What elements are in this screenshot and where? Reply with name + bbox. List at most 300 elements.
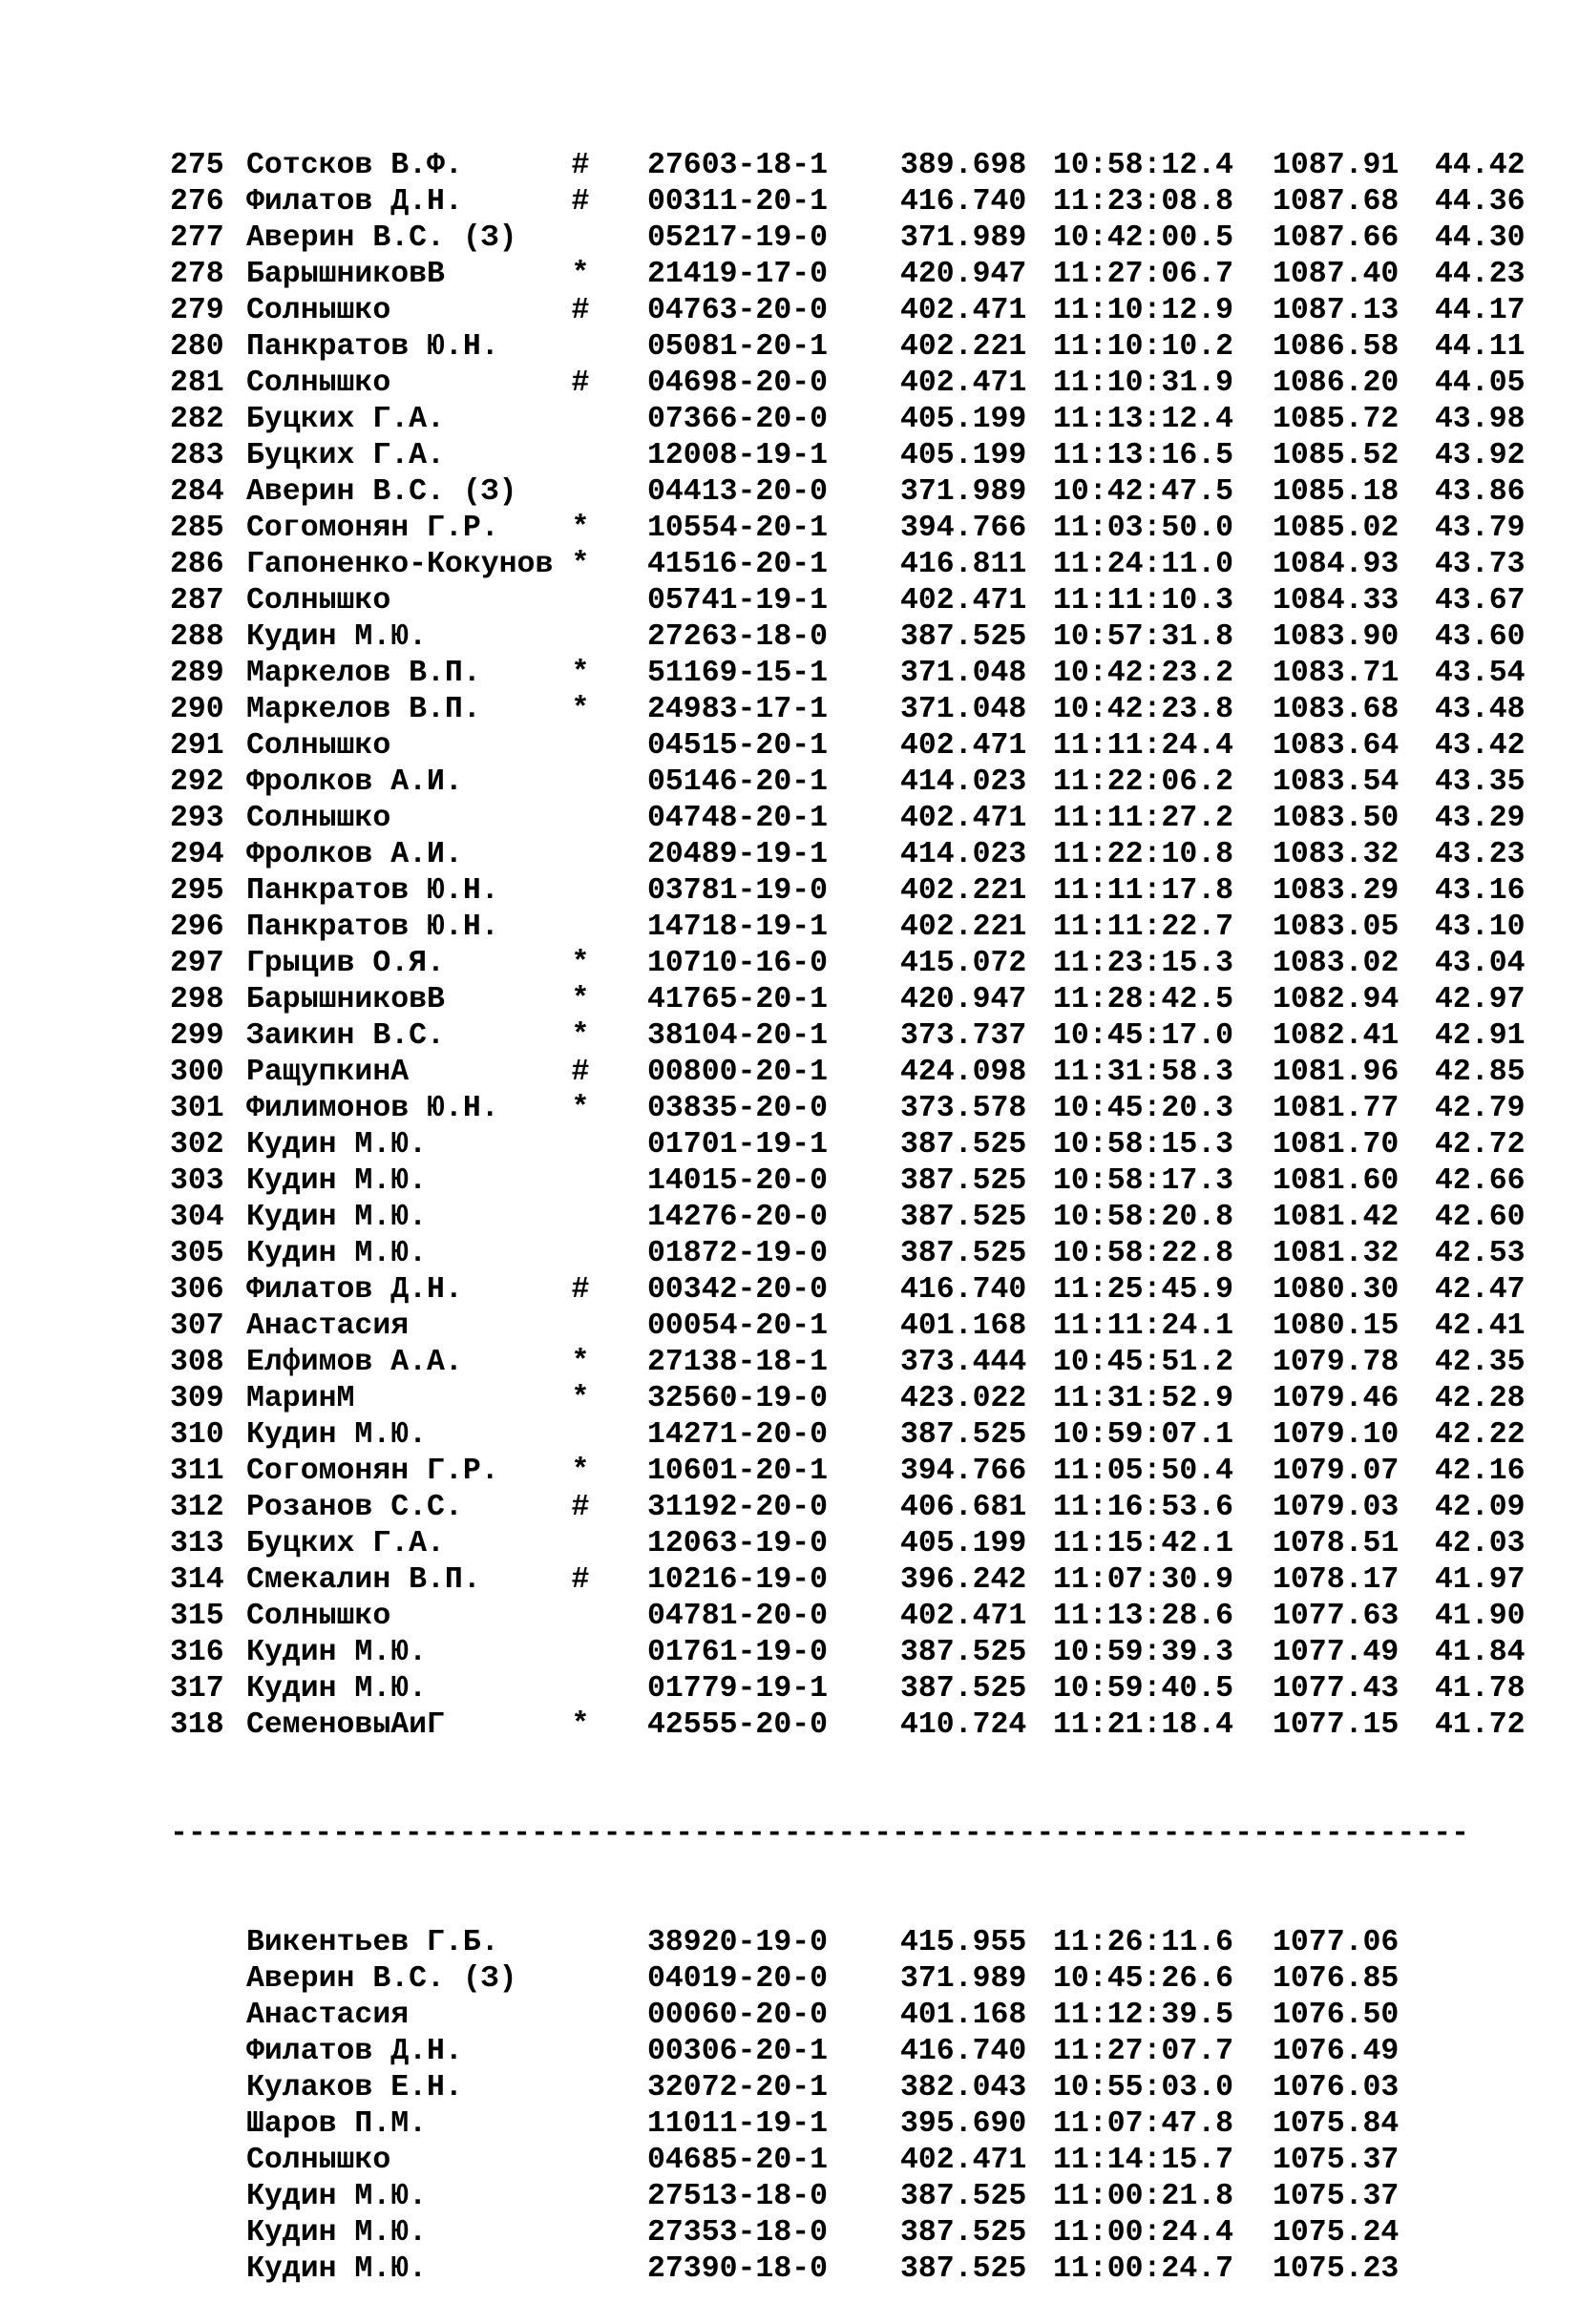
ring-cell: 04019-20-0 (647, 1962, 829, 1996)
time-cell: 10:45:20.3 (1053, 1092, 1234, 1125)
time-cell: 10:55:03.0 (1053, 2071, 1234, 2104)
place-cell: 298 (170, 983, 224, 1016)
ring-cell: 04685-20-1 (647, 2144, 829, 2177)
time-cell: 10:42:47.5 (1053, 475, 1234, 509)
speed-cell: 1083.32 (1273, 838, 1400, 871)
name-cell: Солнышко (246, 584, 391, 618)
speed-cell: 1079.10 (1273, 1418, 1400, 1452)
points-cell: 41.72 (1435, 1708, 1526, 1742)
table-row (170, 837, 1545, 873)
place-cell: 289 (170, 657, 224, 690)
name-cell: Солнышко (246, 294, 391, 327)
speed-cell: 1075.23 (1273, 2252, 1400, 2286)
table-row (170, 801, 1545, 837)
time-cell: 11:22:10.8 (1053, 838, 1234, 871)
place-cell: 282 (170, 403, 224, 436)
mark-cell: # (571, 1491, 590, 1524)
time-cell: 11:24:11.0 (1053, 548, 1234, 581)
points-cell: 44.30 (1435, 221, 1526, 255)
distance-cell: 423.022 (900, 1382, 1027, 1415)
distance-cell: 396.242 (900, 1563, 1027, 1597)
table-row (170, 1490, 1545, 1526)
distance-cell: 371.048 (900, 657, 1027, 690)
place-cell: 314 (170, 1563, 224, 1597)
ring-cell: 04698-20-0 (647, 366, 829, 400)
speed-cell: 1080.30 (1273, 1273, 1400, 1307)
table-row (170, 2251, 1545, 2288)
time-cell: 11:00:24.7 (1053, 2252, 1234, 2286)
points-cell: 42.79 (1435, 1092, 1526, 1125)
place-cell: 281 (170, 366, 224, 400)
time-cell: 11:12:39.5 (1053, 1999, 1234, 2032)
table-row (170, 220, 1545, 257)
speed-cell: 1085.18 (1273, 475, 1400, 509)
ring-cell: 31192-20-0 (647, 1491, 829, 1524)
speed-cell: 1081.42 (1273, 1201, 1400, 1234)
mark-cell: * (571, 1455, 590, 1488)
name-cell: Маркелов В.П. (246, 657, 481, 690)
points-cell: 43.67 (1435, 584, 1526, 618)
results-divider (170, 1816, 1545, 1853)
points-cell: 44.11 (1435, 330, 1526, 364)
speed-cell: 1076.49 (1273, 2035, 1400, 2068)
points-cell: 43.86 (1435, 475, 1526, 509)
name-cell: Кудин М.Ю. (246, 1237, 428, 1270)
speed-cell: 1085.02 (1273, 512, 1400, 545)
distance-cell: 414.023 (900, 765, 1027, 799)
points-cell: 42.85 (1435, 1056, 1526, 1089)
place-cell: 286 (170, 548, 224, 581)
speed-cell: 1087.13 (1273, 294, 1400, 327)
ring-cell: 42555-20-0 (647, 1708, 829, 1742)
points-cell: 44.36 (1435, 185, 1526, 219)
table-row (170, 1345, 1545, 1381)
ring-cell: 41765-20-1 (647, 983, 829, 1016)
mark-cell: * (571, 548, 590, 581)
points-cell: 42.47 (1435, 1273, 1526, 1307)
points-cell: 43.60 (1435, 620, 1526, 654)
place-cell: 312 (170, 1491, 224, 1524)
place-cell: 315 (170, 1600, 224, 1633)
speed-cell: 1078.51 (1273, 1527, 1400, 1560)
time-cell: 10:45:17.0 (1053, 1019, 1234, 1053)
table-row (170, 293, 1545, 329)
speed-cell: 1077.63 (1273, 1600, 1400, 1633)
points-cell: 43.35 (1435, 765, 1526, 799)
points-cell: 43.92 (1435, 439, 1526, 472)
name-cell: Анастасия (246, 1999, 410, 2032)
distance-cell: 402.471 (900, 584, 1027, 618)
speed-cell: 1085.72 (1273, 403, 1400, 436)
mark-cell: * (571, 1092, 590, 1125)
ring-cell: 04515-20-1 (647, 729, 829, 763)
distance-cell: 402.471 (900, 1600, 1027, 1633)
points-cell: 43.48 (1435, 693, 1526, 726)
ring-cell: 00342-20-0 (647, 1273, 829, 1307)
points-cell: 42.91 (1435, 1019, 1526, 1053)
points-cell: 42.09 (1435, 1491, 1526, 1524)
table-row (170, 1309, 1545, 1345)
name-cell: Гапоненко-Кокунов (246, 548, 554, 581)
points-cell: 43.98 (1435, 403, 1526, 436)
place-cell: 295 (170, 874, 224, 908)
place-cell: 305 (170, 1237, 224, 1270)
place-cell: 300 (170, 1056, 224, 1089)
table-row (170, 1236, 1545, 1272)
distance-cell: 387.525 (900, 1128, 1027, 1162)
table-row (170, 583, 1545, 619)
table-row (170, 873, 1545, 910)
table-row (170, 910, 1545, 946)
name-cell: Филатов Д.Н. (246, 185, 463, 219)
speed-cell: 1081.96 (1273, 1056, 1400, 1089)
table-row (170, 366, 1545, 402)
unranked-results-table (170, 1925, 1545, 2288)
distance-cell: 402.221 (900, 911, 1027, 944)
speed-cell: 1083.71 (1273, 657, 1400, 690)
table-row (170, 1707, 1545, 1744)
distance-cell: 387.525 (900, 1672, 1027, 1706)
speed-cell: 1082.94 (1273, 983, 1400, 1016)
ring-cell: 14015-20-0 (647, 1164, 829, 1198)
results-document (170, 75, 1545, 2324)
table-row (170, 184, 1545, 220)
name-cell: Кудин М.Ю. (246, 1201, 428, 1234)
time-cell: 10:58:17.3 (1053, 1164, 1234, 1198)
distance-cell: 373.578 (900, 1092, 1027, 1125)
ring-cell: 00311-20-1 (647, 185, 829, 219)
ring-cell: 10216-19-0 (647, 1563, 829, 1597)
speed-cell: 1084.93 (1273, 548, 1400, 581)
speed-cell: 1083.50 (1273, 802, 1400, 835)
name-cell: Солнышко (246, 2144, 391, 2177)
ring-cell: 04763-20-0 (647, 294, 829, 327)
distance-cell: 371.989 (900, 475, 1027, 509)
ring-cell: 32560-19-0 (647, 1382, 829, 1415)
time-cell: 10:45:26.6 (1053, 1962, 1234, 1996)
ring-cell: 14271-20-0 (647, 1418, 829, 1452)
ring-cell: 12063-19-0 (647, 1527, 829, 1560)
time-cell: 10:45:51.2 (1053, 1346, 1234, 1379)
ring-cell: 00054-20-1 (647, 1309, 829, 1343)
points-cell: 42.60 (1435, 1201, 1526, 1234)
name-cell: Кудин М.Ю. (246, 2180, 428, 2213)
speed-cell: 1075.24 (1273, 2216, 1400, 2250)
speed-cell: 1075.37 (1273, 2144, 1400, 2177)
time-cell: 11:16:53.6 (1053, 1491, 1234, 1524)
speed-cell: 1079.03 (1273, 1491, 1400, 1524)
points-cell: 42.22 (1435, 1418, 1526, 1452)
table-row (170, 656, 1545, 692)
table-row (170, 402, 1545, 438)
place-cell: 313 (170, 1527, 224, 1560)
ring-cell: 00800-20-1 (647, 1056, 829, 1089)
place-cell: 301 (170, 1092, 224, 1125)
name-cell: Кудин М.Ю. (246, 2252, 428, 2286)
time-cell: 11:25:45.9 (1053, 1273, 1234, 1307)
name-cell: Кудин М.Ю. (246, 1418, 428, 1452)
table-row (170, 1018, 1545, 1055)
time-cell: 11:13:16.5 (1053, 439, 1234, 472)
points-cell: 42.41 (1435, 1309, 1526, 1343)
name-cell: РащупкинА (246, 1056, 410, 1089)
name-cell: Солнышко (246, 802, 391, 835)
points-cell: 43.54 (1435, 657, 1526, 690)
name-cell: Сотсков В.Ф. (246, 149, 463, 182)
distance-cell: 415.072 (900, 947, 1027, 980)
place-cell: 288 (170, 620, 224, 654)
place-cell: 291 (170, 729, 224, 763)
points-cell: 42.66 (1435, 1164, 1526, 1198)
place-cell: 280 (170, 330, 224, 364)
table-row (170, 2179, 1545, 2215)
points-cell: 43.73 (1435, 548, 1526, 581)
points-cell: 41.84 (1435, 1636, 1526, 1669)
distance-cell: 382.043 (900, 2071, 1027, 2104)
ring-cell: 21419-17-0 (647, 258, 829, 291)
name-cell: Панкратов Ю.Н. (246, 911, 499, 944)
place-cell: 299 (170, 1019, 224, 1053)
time-cell: 11:21:18.4 (1053, 1708, 1234, 1742)
ring-cell: 01779-19-1 (647, 1672, 829, 1706)
mark-cell: # (571, 366, 590, 400)
table-row (170, 982, 1545, 1018)
speed-cell: 1076.85 (1273, 1962, 1400, 1996)
speed-cell: 1077.49 (1273, 1636, 1400, 1669)
table-row (170, 1454, 1545, 1490)
distance-cell: 387.525 (900, 1418, 1027, 1452)
place-cell: 316 (170, 1636, 224, 1669)
ring-cell: 41516-20-1 (647, 548, 829, 581)
table-row (170, 1562, 1545, 1599)
name-cell: МаринМ (246, 1382, 355, 1415)
points-cell: 42.16 (1435, 1455, 1526, 1488)
points-cell: 41.90 (1435, 1600, 1526, 1633)
time-cell: 11:26:11.6 (1053, 1926, 1234, 1959)
distance-cell: 416.811 (900, 548, 1027, 581)
place-cell: 296 (170, 911, 224, 944)
distance-cell: 373.444 (900, 1346, 1027, 1379)
name-cell: СеменовыАиГ (246, 1708, 445, 1742)
distance-cell: 389.698 (900, 149, 1027, 182)
time-cell: 10:42:23.8 (1053, 693, 1234, 726)
time-cell: 10:59:39.3 (1053, 1636, 1234, 1669)
distance-cell: 402.471 (900, 294, 1027, 327)
mark-cell: # (571, 294, 590, 327)
time-cell: 11:27:06.7 (1053, 258, 1234, 291)
place-cell: 302 (170, 1128, 224, 1162)
place-cell: 317 (170, 1672, 224, 1706)
points-cell: 43.16 (1435, 874, 1526, 908)
ring-cell: 14276-20-0 (647, 1201, 829, 1234)
time-cell: 11:10:10.2 (1053, 330, 1234, 364)
time-cell: 11:07:30.9 (1053, 1563, 1234, 1597)
distance-cell: 387.525 (900, 2216, 1027, 2250)
place-cell: 279 (170, 294, 224, 327)
speed-cell: 1087.66 (1273, 221, 1400, 255)
name-cell: Филатов Д.Н. (246, 2035, 463, 2068)
speed-cell: 1082.41 (1273, 1019, 1400, 1053)
time-cell: 11:07:47.8 (1053, 2107, 1234, 2141)
mark-cell: # (571, 185, 590, 219)
time-cell: 10:58:20.8 (1053, 1201, 1234, 1234)
table-row (170, 1635, 1545, 1671)
speed-cell: 1076.50 (1273, 1999, 1400, 2032)
ring-cell: 32072-20-1 (647, 2071, 829, 2104)
speed-cell: 1080.15 (1273, 1309, 1400, 1343)
distance-cell: 415.955 (900, 1926, 1027, 1959)
table-row (170, 1998, 1545, 2034)
place-cell: 275 (170, 149, 224, 182)
distance-cell: 405.199 (900, 1527, 1027, 1560)
mark-cell: * (571, 1346, 590, 1379)
speed-cell: 1085.52 (1273, 439, 1400, 472)
time-cell: 11:11:24.1 (1053, 1309, 1234, 1343)
table-row (170, 1925, 1545, 1961)
speed-cell: 1084.33 (1273, 584, 1400, 618)
name-cell: Заикин В.С. (246, 1019, 445, 1053)
name-cell: Маркелов В.П. (246, 693, 481, 726)
place-cell: 278 (170, 258, 224, 291)
name-cell: Буцких Г.А. (246, 1527, 445, 1560)
distance-cell: 405.199 (900, 403, 1027, 436)
ring-cell: 10710-16-0 (647, 947, 829, 980)
ring-cell: 00306-20-1 (647, 2035, 829, 2068)
place-cell: 292 (170, 765, 224, 799)
time-cell: 11:11:22.7 (1053, 911, 1234, 944)
ring-cell: 38920-19-0 (647, 1926, 829, 1959)
distance-cell: 416.740 (900, 2035, 1027, 2068)
speed-cell: 1083.54 (1273, 765, 1400, 799)
place-cell: 284 (170, 475, 224, 509)
speed-cell: 1077.15 (1273, 1708, 1400, 1742)
points-cell: 42.72 (1435, 1128, 1526, 1162)
speed-cell: 1087.40 (1273, 258, 1400, 291)
speed-cell: 1081.70 (1273, 1128, 1400, 1162)
ring-cell: 03835-20-0 (647, 1092, 829, 1125)
name-cell: Фролков А.И. (246, 765, 463, 799)
speed-cell: 1077.43 (1273, 1672, 1400, 1706)
points-cell: 44.23 (1435, 258, 1526, 291)
speed-cell: 1081.60 (1273, 1164, 1400, 1198)
points-cell: 44.05 (1435, 366, 1526, 400)
table-row (170, 1526, 1545, 1562)
divider-line: ------------------------------------------------------------------------ (170, 1817, 1470, 1851)
points-cell: 43.29 (1435, 802, 1526, 835)
speed-cell: 1076.03 (1273, 2071, 1400, 2104)
name-cell: Смекалин В.П. (246, 1563, 481, 1597)
ring-cell: 04748-20-1 (647, 802, 829, 835)
distance-cell: 406.681 (900, 1491, 1027, 1524)
speed-cell: 1079.07 (1273, 1455, 1400, 1488)
table-row (170, 2070, 1545, 2106)
distance-cell: 414.023 (900, 838, 1027, 871)
speed-cell: 1083.02 (1273, 947, 1400, 980)
name-cell: Буцких Г.А. (246, 403, 445, 436)
distance-cell: 402.221 (900, 874, 1027, 908)
name-cell: Панкратов Ю.Н. (246, 874, 499, 908)
distance-cell: 387.525 (900, 1201, 1027, 1234)
distance-cell: 416.740 (900, 185, 1027, 219)
place-cell: 310 (170, 1418, 224, 1452)
ring-cell: 10601-20-1 (647, 1455, 829, 1488)
name-cell: Согомонян Г.Р. (246, 1455, 499, 1488)
table-row (170, 946, 1545, 982)
ring-cell: 03781-19-0 (647, 874, 829, 908)
time-cell: 11:23:08.8 (1053, 185, 1234, 219)
ring-cell: 10554-20-1 (647, 512, 829, 545)
place-cell: 297 (170, 947, 224, 980)
ring-cell: 27603-18-1 (647, 149, 829, 182)
time-cell: 10:59:07.1 (1053, 1418, 1234, 1452)
distance-cell: 410.724 (900, 1708, 1027, 1742)
time-cell: 10:58:12.4 (1053, 149, 1234, 182)
name-cell: Розанов С.С. (246, 1491, 463, 1524)
table-row (170, 1055, 1545, 1091)
points-cell: 41.78 (1435, 1672, 1526, 1706)
speed-cell: 1083.68 (1273, 693, 1400, 726)
table-row (170, 692, 1545, 728)
name-cell: Кудин М.Ю. (246, 1164, 428, 1198)
ring-cell: 05146-20-1 (647, 765, 829, 799)
table-row (170, 1961, 1545, 1998)
table-row (170, 329, 1545, 366)
place-cell: 294 (170, 838, 224, 871)
mark-cell: # (571, 1056, 590, 1089)
distance-cell: 401.168 (900, 1999, 1027, 2032)
points-cell: 41.97 (1435, 1563, 1526, 1597)
time-cell: 11:28:42.5 (1053, 983, 1234, 1016)
place-cell: 293 (170, 802, 224, 835)
time-cell: 10:57:31.8 (1053, 620, 1234, 654)
mark-cell: * (571, 983, 590, 1016)
table-row (170, 438, 1545, 474)
time-cell: 11:23:15.3 (1053, 947, 1234, 980)
table-row (170, 1417, 1545, 1454)
name-cell: Кудин М.Ю. (246, 2216, 428, 2250)
speed-cell: 1078.17 (1273, 1563, 1400, 1597)
name-cell: Кудин М.Ю. (246, 1128, 428, 1162)
name-cell: Согомонян Г.Р. (246, 512, 499, 545)
time-cell: 11:03:50.0 (1053, 512, 1234, 545)
time-cell: 11:11:24.4 (1053, 729, 1234, 763)
table-row (170, 764, 1545, 801)
table-row (170, 619, 1545, 656)
speed-cell: 1087.91 (1273, 149, 1400, 182)
table-row (170, 547, 1545, 583)
time-cell: 11:27:07.7 (1053, 2035, 1234, 2068)
name-cell: Солнышко (246, 1600, 391, 1633)
name-cell: Аверин В.С. (З) (246, 1962, 517, 1996)
ring-cell: 01761-19-0 (647, 1636, 829, 1669)
place-cell: 311 (170, 1455, 224, 1488)
time-cell: 11:15:42.1 (1053, 1527, 1234, 1560)
mark-cell: * (571, 512, 590, 545)
distance-cell: 420.947 (900, 983, 1027, 1016)
name-cell: БарышниковВ (246, 258, 445, 291)
points-cell: 44.42 (1435, 149, 1526, 182)
distance-cell: 402.471 (900, 366, 1027, 400)
ring-cell: 14718-19-1 (647, 911, 829, 944)
mark-cell: * (571, 1708, 590, 1742)
table-row (170, 1163, 1545, 1200)
points-cell: 42.03 (1435, 1527, 1526, 1560)
distance-cell: 395.690 (900, 2107, 1027, 2141)
ring-cell: 07366-20-0 (647, 403, 829, 436)
distance-cell: 371.989 (900, 221, 1027, 255)
points-cell: 44.17 (1435, 294, 1526, 327)
name-cell: Фролков А.И. (246, 838, 463, 871)
